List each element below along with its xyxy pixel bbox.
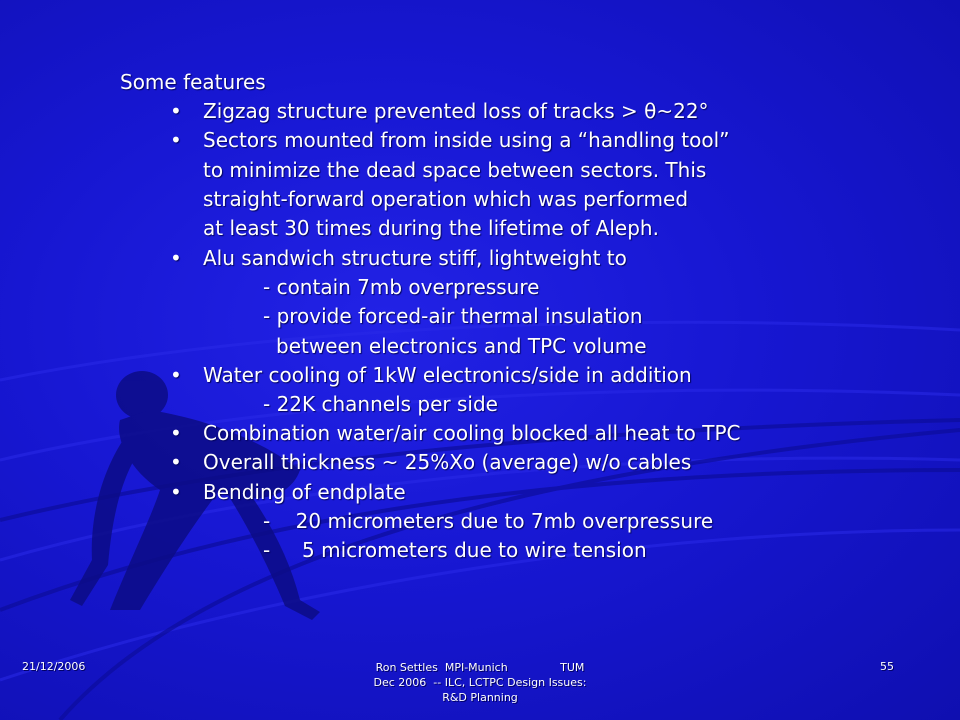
body-line: Zigzag structure prevented loss of tracks > θ~22° xyxy=(203,99,709,123)
slide-heading: Some features xyxy=(120,70,266,94)
bullet-marker: • xyxy=(170,480,182,504)
sub-line: - 5 micrometers due to wire tension xyxy=(263,538,647,562)
sub-line: between electronics and TPC volume xyxy=(276,334,647,358)
sub-line: - contain 7mb overpressure xyxy=(263,275,540,299)
bullet-marker: • xyxy=(170,246,182,270)
body-line: Bending of endplate xyxy=(203,480,406,504)
body-line: to minimize the dead space between sectors. This xyxy=(203,158,707,182)
footer-topic: R&D Planning xyxy=(442,691,518,704)
body-line: Overall thickness ~ 25%Xo (average) w/o cables xyxy=(203,450,692,474)
sub-line: - 22K channels per side xyxy=(263,392,498,416)
bullet-marker: • xyxy=(170,421,182,445)
body-line: Water cooling of 1kW electronics/side in addition xyxy=(203,363,692,387)
bullet-marker: • xyxy=(170,128,182,152)
bullet-marker: • xyxy=(170,99,182,123)
body-line: straight-forward operation which was performed xyxy=(203,187,689,211)
footer-center xyxy=(300,660,660,705)
sub-line: - provide forced-air thermal insulation xyxy=(263,304,643,328)
bullet-marker: • xyxy=(170,450,182,474)
sub-line: - 20 micrometers due to 7mb overpressure xyxy=(263,509,714,533)
body-line: at least 30 times during the lifetime of Aleph. xyxy=(203,216,659,240)
footer-author: Ron Settles MPI-Munich TUM xyxy=(375,661,585,674)
footer-event: Dec 2006 -- ILC, LCTPC Design Issues: xyxy=(373,676,587,689)
footer-page-number: 55 xyxy=(880,660,894,673)
body-line: Alu sandwich structure stiff, lightweight to xyxy=(203,246,627,270)
footer-date: 21/12/2006 xyxy=(22,660,86,673)
bullet-marker: • xyxy=(170,363,182,387)
body-line: Sectors mounted from inside using a “handling tool” xyxy=(203,128,730,152)
body-line: Combination water/air cooling blocked all heat to TPC xyxy=(203,421,741,445)
